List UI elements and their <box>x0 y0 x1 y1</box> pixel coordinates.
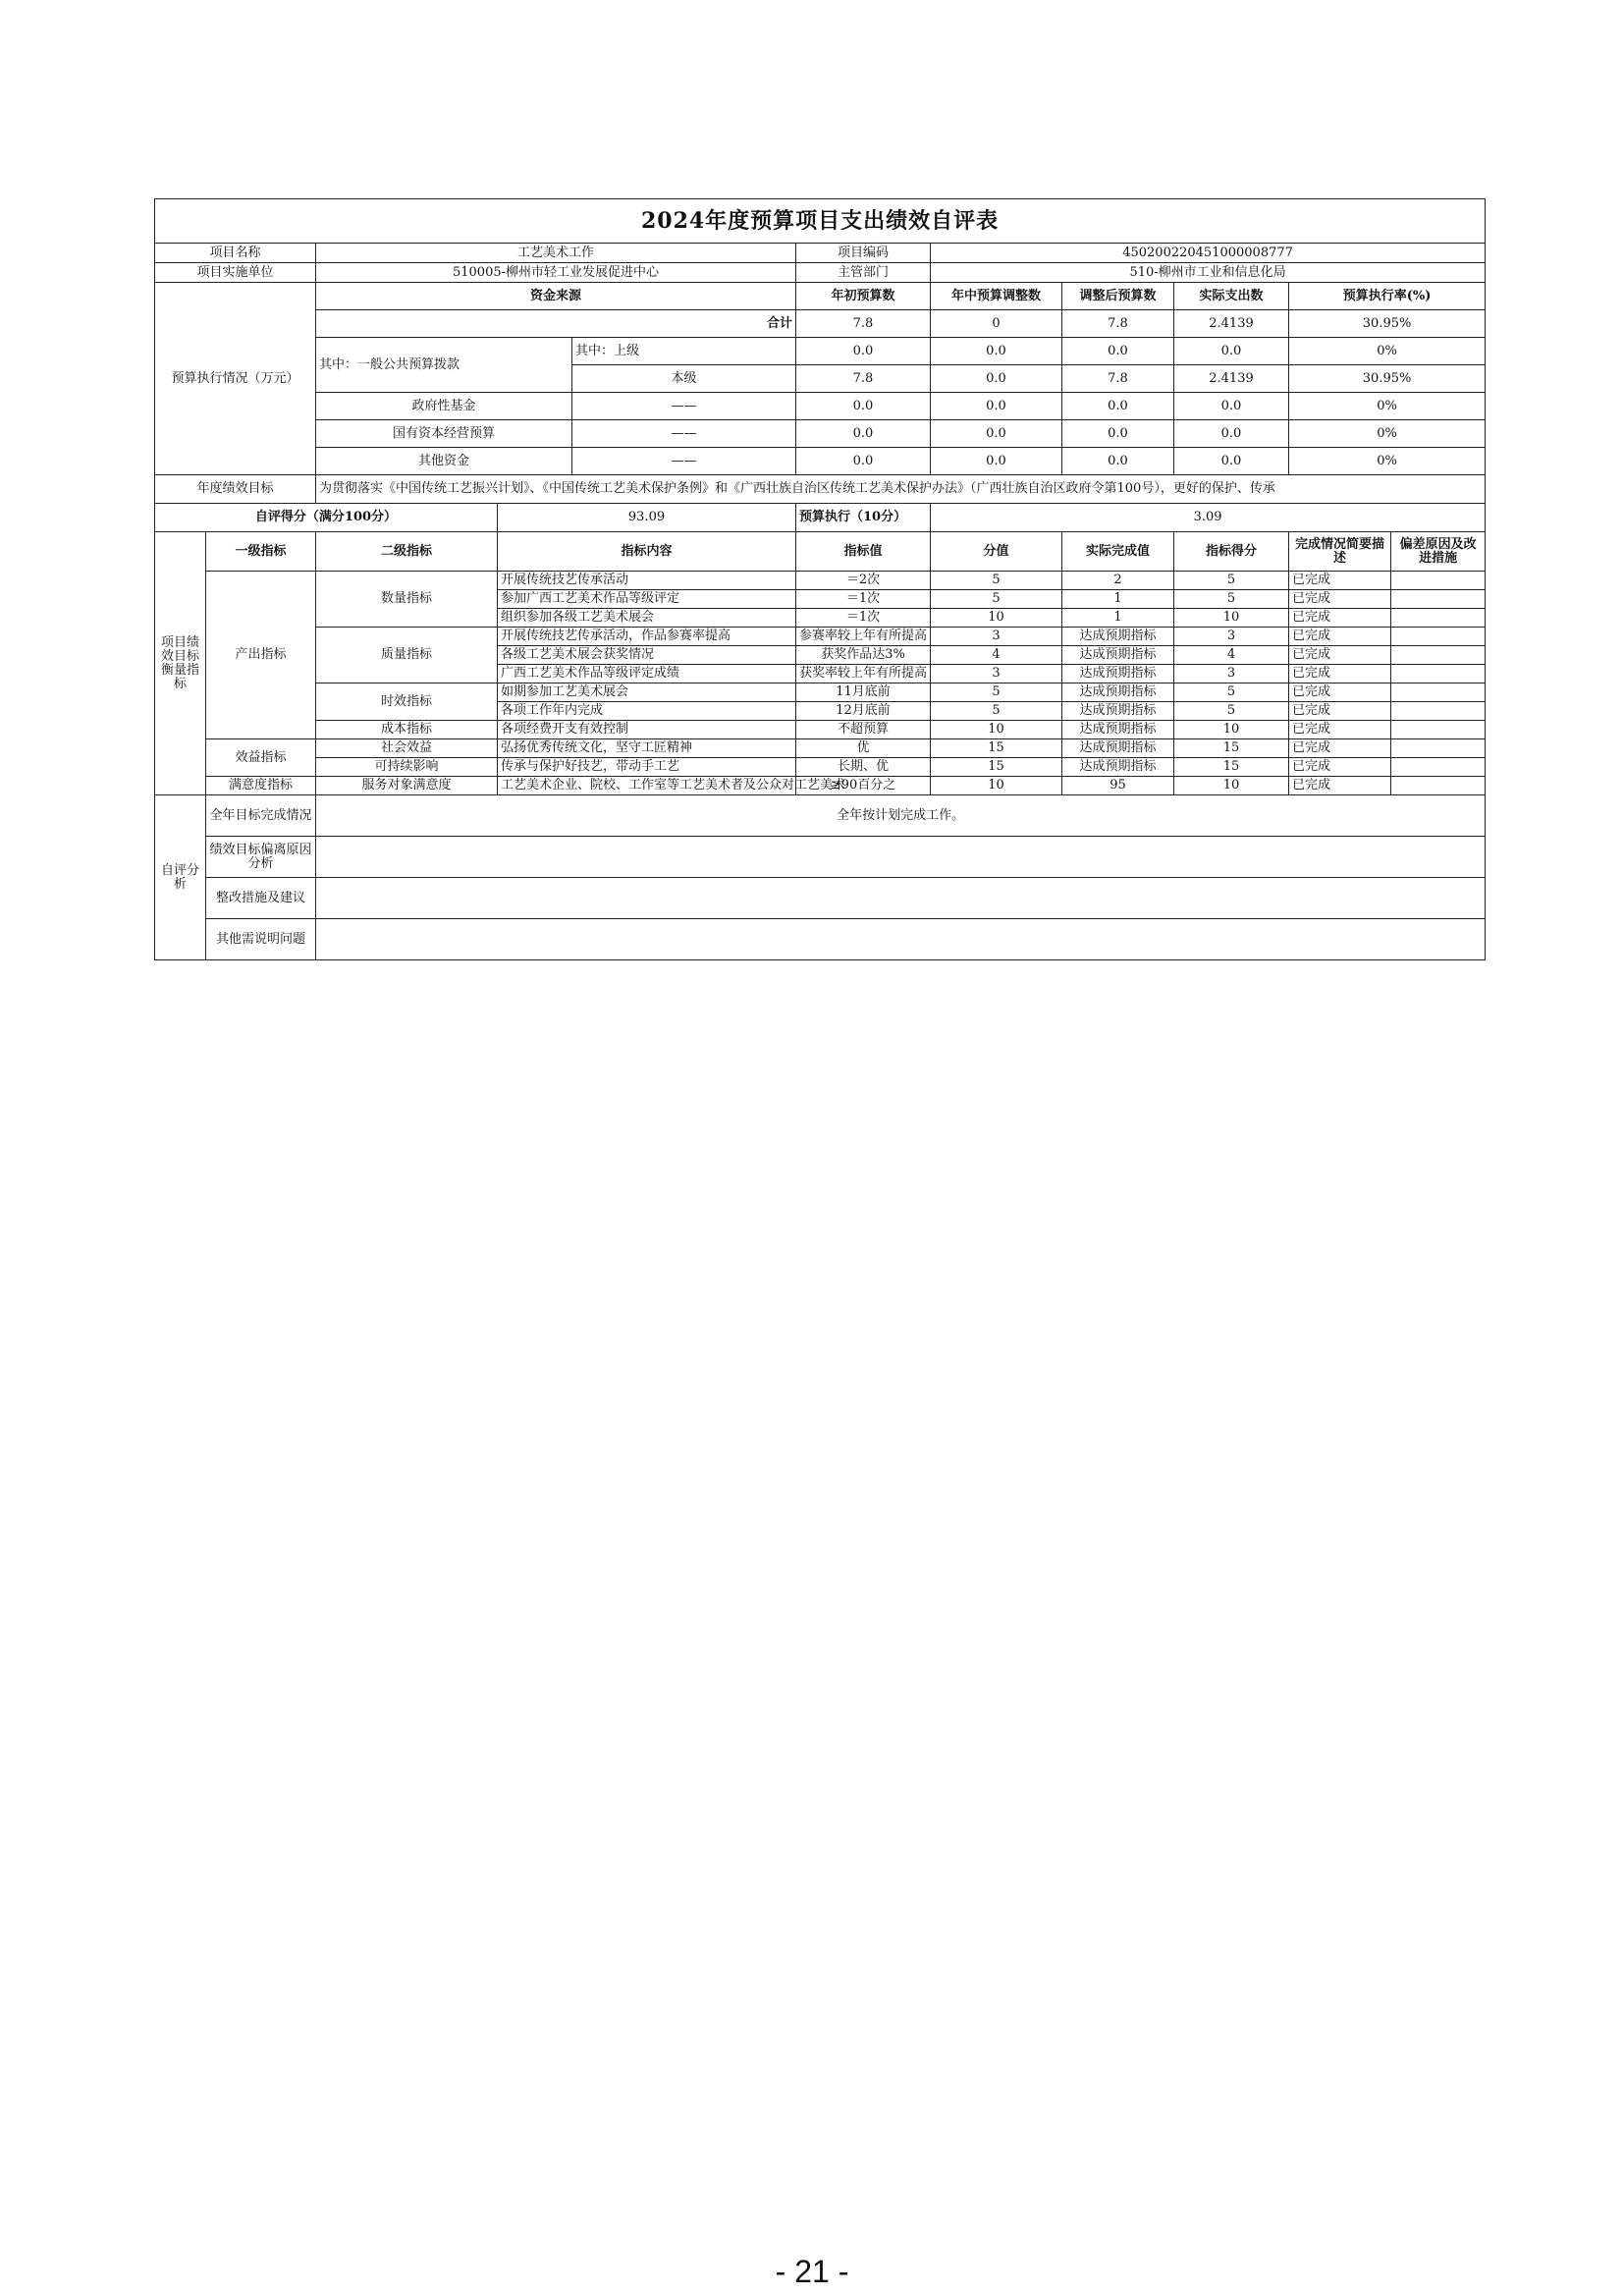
budget-other-dash: —— <box>572 448 796 475</box>
budget-general-label: 其中：一般公共预算拨款 <box>316 338 572 393</box>
budget-total-actual: 2.4139 <box>1174 310 1289 338</box>
budget-total-rate: 30.95% <box>1289 310 1486 338</box>
budget-gov-rate: 0% <box>1289 393 1486 420</box>
ind-deviation <box>1391 758 1486 777</box>
ind-score: 15 <box>1174 758 1289 777</box>
ind-score: 10 <box>1174 721 1289 739</box>
ind-actual: 2 <box>1062 572 1174 590</box>
budget-other-rate: 0% <box>1289 448 1486 475</box>
budget-other-actual: 0.0 <box>1174 448 1289 475</box>
budget-local-label: 本级 <box>572 365 796 393</box>
budget-total-label: 合计 <box>316 310 796 338</box>
analysis-section-label: 自评分析 <box>155 795 206 960</box>
budget-state-actual: 0.0 <box>1174 420 1289 448</box>
level2-quality: 质量指标 <box>316 628 498 683</box>
ind-score: 5 <box>1174 702 1289 721</box>
ind-target: ≥90百分之 <box>796 777 931 795</box>
budget-local-rate: 30.95% <box>1289 365 1486 393</box>
project-code: 450200220451000008777 <box>931 244 1486 263</box>
ind-header-target: 指标值 <box>796 532 931 572</box>
ind-target: 12月底前 <box>796 702 931 721</box>
ind-content: 开展传统技艺传承活动 <box>498 572 796 590</box>
ind-score: 10 <box>1174 777 1289 795</box>
analysis-text-other <box>316 919 1486 960</box>
ind-deviation <box>1391 590 1486 609</box>
ind-target: ＝2次 <box>796 572 931 590</box>
ind-status: 已完成 <box>1289 665 1391 683</box>
ind-content: 各项工作年内完成 <box>498 702 796 721</box>
indicators-section-label: 项目绩效目标衡量指标 <box>155 532 206 795</box>
budget-other-initial: 0.0 <box>796 448 931 475</box>
project-name: 工艺美术工作 <box>316 244 796 263</box>
budget-local-adjusted: 7.8 <box>1062 365 1174 393</box>
ind-deviation <box>1391 721 1486 739</box>
ind-header-actual: 实际完成值 <box>1062 532 1174 572</box>
ind-score: 4 <box>1174 646 1289 665</box>
ind-deviation <box>1391 646 1486 665</box>
budget-local-initial: 7.8 <box>796 365 931 393</box>
budget-other-adjusted: 0.0 <box>1062 448 1174 475</box>
ind-status: 已完成 <box>1289 646 1391 665</box>
ind-header-level2: 二级指标 <box>316 532 498 572</box>
ind-score: 15 <box>1174 739 1289 758</box>
budget-gov-dash: —— <box>572 393 796 420</box>
analysis-text-deviation <box>316 837 1486 878</box>
ind-content: 工艺美术企业、院校、工作室等工艺美术者及公众对工艺美术 <box>498 777 796 795</box>
ind-target: 优 <box>796 739 931 758</box>
ind-weight: 5 <box>931 590 1062 609</box>
exec-label: 预算执行（10分） <box>796 504 931 532</box>
budget-upper-actual: 0.0 <box>1174 338 1289 365</box>
budget-total-initial: 7.8 <box>796 310 931 338</box>
level2-social: 社会效益 <box>316 739 498 758</box>
ind-header-deviation: 偏差原因及改进措施 <box>1391 532 1486 572</box>
ind-actual: 达成预期指标 <box>1062 702 1174 721</box>
ind-status: 已完成 <box>1289 721 1391 739</box>
budget-gov-actual: 0.0 <box>1174 393 1289 420</box>
ind-deviation <box>1391 665 1486 683</box>
ind-content: 各项经费开支有效控制 <box>498 721 796 739</box>
level2-timeliness: 时效指标 <box>316 683 498 721</box>
budget-gov-adjusted: 0.0 <box>1062 393 1174 420</box>
ind-content: 传承与保护好技艺，带动手工艺 <box>498 758 796 777</box>
dept-value: 510-柳州市工业和信息化局 <box>931 263 1486 283</box>
unit-label: 项目实施单位 <box>155 263 316 283</box>
budget-other-adjust: 0.0 <box>931 448 1062 475</box>
ind-content: 各级工艺美术展会获奖情况 <box>498 646 796 665</box>
level1-satisfaction: 满意度指标 <box>206 777 316 795</box>
budget-upper-label: 其中：上级 <box>572 338 796 365</box>
ind-actual: 1 <box>1062 609 1174 628</box>
budget-total-adjusted: 7.8 <box>1062 310 1174 338</box>
ind-actual: 达成预期指标 <box>1062 758 1174 777</box>
budget-header-rate: 预算执行率(%) <box>1289 283 1486 310</box>
budget-header-actual: 实际支出数 <box>1174 283 1289 310</box>
ind-deviation <box>1391 777 1486 795</box>
budget-upper-adjust: 0.0 <box>931 338 1062 365</box>
budget-header-source: 资金来源 <box>316 283 796 310</box>
ind-target: ＝1次 <box>796 609 931 628</box>
ind-weight: 3 <box>931 628 1062 646</box>
ind-status: 已完成 <box>1289 609 1391 628</box>
ind-status: 已完成 <box>1289 758 1391 777</box>
ind-weight: 4 <box>931 646 1062 665</box>
analysis-label-deviation: 绩效目标偏离原因分析 <box>206 837 316 878</box>
ind-weight: 15 <box>931 758 1062 777</box>
analysis-label-other: 其他需说明问题 <box>206 919 316 960</box>
analysis-text-rectification <box>316 878 1486 919</box>
ind-status: 已完成 <box>1289 683 1391 702</box>
ind-content: 如期参加工艺美术展会 <box>498 683 796 702</box>
budget-total-adjust: 0 <box>931 310 1062 338</box>
budget-gov-initial: 0.0 <box>796 393 931 420</box>
ind-deviation <box>1391 702 1486 721</box>
ind-actual: 达成预期指标 <box>1062 628 1174 646</box>
ind-target: 获奖作品达3% <box>796 646 931 665</box>
ind-actual: 1 <box>1062 590 1174 609</box>
budget-gov-adjust: 0.0 <box>931 393 1062 420</box>
level1-benefit: 效益指标 <box>206 739 316 777</box>
ind-target: 参赛率较上年有所提高 <box>796 628 931 646</box>
ind-target: 长期、优 <box>796 758 931 777</box>
evaluation-table <box>154 198 1486 960</box>
budget-header-adjust: 年中预算调整数 <box>931 283 1062 310</box>
ind-actual: 95 <box>1062 777 1174 795</box>
ind-score: 3 <box>1174 665 1289 683</box>
ind-header-score: 指标得分 <box>1174 532 1289 572</box>
budget-section-label: 预算执行情况（万元） <box>155 283 316 475</box>
ind-weight: 10 <box>931 721 1062 739</box>
ind-actual: 达成预期指标 <box>1062 739 1174 758</box>
ind-score: 5 <box>1174 683 1289 702</box>
ind-status: 已完成 <box>1289 739 1391 758</box>
project-name-label: 项目名称 <box>155 244 316 263</box>
ind-status: 已完成 <box>1289 777 1391 795</box>
budget-state-rate: 0% <box>1289 420 1486 448</box>
ind-status: 已完成 <box>1289 628 1391 646</box>
budget-other-label: 其他资金 <box>316 448 572 475</box>
project-code-label: 项目编码 <box>796 244 931 263</box>
ind-deviation <box>1391 683 1486 702</box>
analysis-text-completion: 全年按计划完成工作。 <box>316 795 1486 837</box>
budget-state-adjusted: 0.0 <box>1062 420 1174 448</box>
ind-deviation <box>1391 609 1486 628</box>
ind-status: 已完成 <box>1289 572 1391 590</box>
unit-value: 510005-柳州市轻工业发展促进中心 <box>316 263 796 283</box>
level1-output: 产出指标 <box>206 572 316 739</box>
ind-target: 不超预算 <box>796 721 931 739</box>
ind-actual: 达成预期指标 <box>1062 646 1174 665</box>
goal-text: 为贯彻落实《中国传统工艺振兴计划》、《中国传统工艺美术保护条例》和《广西壮族自治区传统工艺美术保护办法》（广西壮族自治区政府令第100号），更好的保护、传承 <box>316 475 1486 504</box>
ind-score: 5 <box>1174 590 1289 609</box>
budget-state-initial: 0.0 <box>796 420 931 448</box>
ind-actual: 达成预期指标 <box>1062 665 1174 683</box>
budget-state-dash: —— <box>572 420 796 448</box>
ind-target: ＝1次 <box>796 590 931 609</box>
budget-header-adjusted: 调整后预算数 <box>1062 283 1174 310</box>
ind-content: 组织参加各级工艺美术展会 <box>498 609 796 628</box>
ind-target: 获奖率较上年有所提高 <box>796 665 931 683</box>
budget-header-initial: 年初预算数 <box>796 283 931 310</box>
ind-header-content: 指标内容 <box>498 532 796 572</box>
ind-content: 参加广西工艺美术作品等级评定 <box>498 590 796 609</box>
evaluation-form <box>154 198 1485 960</box>
level2-cost: 成本指标 <box>316 721 498 739</box>
ind-target: 11月底前 <box>796 683 931 702</box>
ind-weight: 3 <box>931 665 1062 683</box>
ind-content: 开展传统技艺传承活动，作品参赛率提高 <box>498 628 796 646</box>
budget-upper-adjusted: 0.0 <box>1062 338 1174 365</box>
dept-label: 主管部门 <box>796 263 931 283</box>
ind-weight: 10 <box>931 777 1062 795</box>
ind-header-status: 完成情况简要描述 <box>1289 532 1391 572</box>
ind-score: 3 <box>1174 628 1289 646</box>
ind-header-level1: 一级指标 <box>206 532 316 572</box>
level2-sustainable: 可持续影响 <box>316 758 498 777</box>
ind-actual: 达成预期指标 <box>1062 683 1174 702</box>
score-value: 93.09 <box>498 504 796 532</box>
table-title: 2024年度预算项目支出绩效自评表 <box>155 199 1486 244</box>
ind-weight: 10 <box>931 609 1062 628</box>
ind-score: 5 <box>1174 572 1289 590</box>
exec-value: 3.09 <box>931 504 1486 532</box>
ind-actual: 达成预期指标 <box>1062 721 1174 739</box>
page-number: - 21 - <box>775 2254 849 2289</box>
analysis-label-rectification: 整改措施及建议 <box>206 878 316 919</box>
budget-state-adjust: 0.0 <box>931 420 1062 448</box>
ind-weight: 5 <box>931 572 1062 590</box>
ind-weight: 15 <box>931 739 1062 758</box>
ind-status: 已完成 <box>1289 702 1391 721</box>
ind-header-weight: 分值 <box>931 532 1062 572</box>
ind-content: 广西工艺美术作品等级评定成绩 <box>498 665 796 683</box>
ind-deviation <box>1391 572 1486 590</box>
score-label: 自评得分（满分100分） <box>155 504 498 532</box>
budget-gov-label: 政府性基金 <box>316 393 572 420</box>
ind-weight: 5 <box>931 683 1062 702</box>
level2-quantity: 数量指标 <box>316 572 498 628</box>
budget-upper-initial: 0.0 <box>796 338 931 365</box>
ind-deviation <box>1391 739 1486 758</box>
ind-status: 已完成 <box>1289 590 1391 609</box>
ind-deviation <box>1391 628 1486 646</box>
budget-state-label: 国有资本经营预算 <box>316 420 572 448</box>
goal-label: 年度绩效目标 <box>155 475 316 504</box>
level2-service-satisfaction: 服务对象满意度 <box>316 777 498 795</box>
budget-local-adjust: 0.0 <box>931 365 1062 393</box>
analysis-label-completion: 全年目标完成情况 <box>206 795 316 837</box>
ind-content: 弘扬优秀传统文化，坚守工匠精神 <box>498 739 796 758</box>
ind-score: 10 <box>1174 609 1289 628</box>
ind-weight: 5 <box>931 702 1062 721</box>
budget-local-actual: 2.4139 <box>1174 365 1289 393</box>
budget-upper-rate: 0% <box>1289 338 1486 365</box>
